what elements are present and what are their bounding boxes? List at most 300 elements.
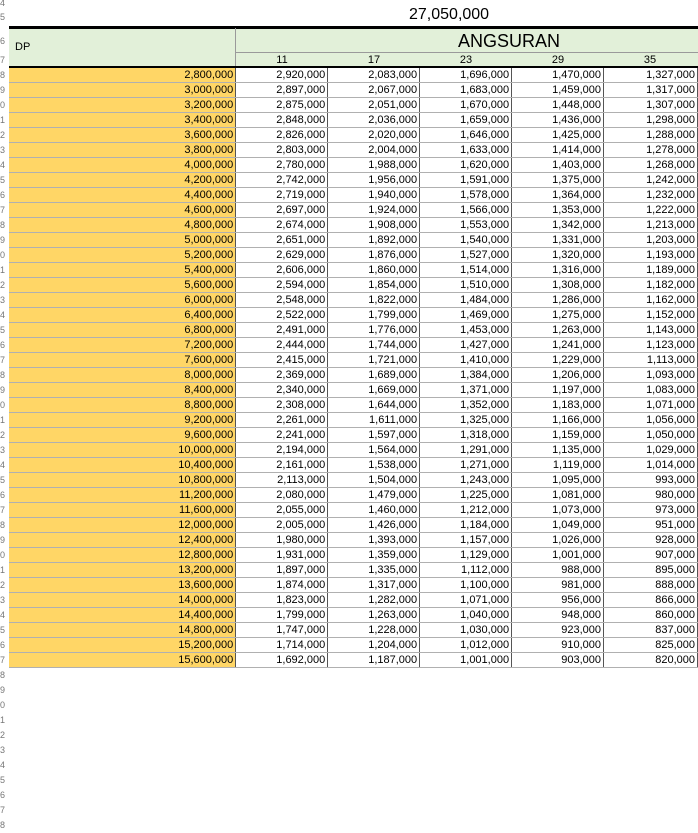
- installment-cell[interactable]: 1,100,000: [420, 578, 512, 593]
- installment-cell[interactable]: 1,225,000: [420, 488, 512, 503]
- installment-cell[interactable]: 1,876,000: [328, 248, 420, 263]
- installment-cell[interactable]: 2,875,000: [236, 98, 328, 113]
- installment-cell[interactable]: 2,674,000: [236, 218, 328, 233]
- installment-cell[interactable]: 1,591,000: [420, 173, 512, 188]
- dp-cell[interactable]: 8,800,000: [9, 398, 236, 413]
- table-row: [9, 548, 698, 563]
- table-row: [9, 383, 698, 398]
- dp-cell[interactable]: 3,000,000: [9, 83, 236, 98]
- installment-cell[interactable]: 1,799,000: [236, 608, 328, 623]
- installment-cell[interactable]: 1,182,000: [604, 278, 698, 293]
- installment-cell[interactable]: 1,633,000: [420, 143, 512, 158]
- installment-cell[interactable]: 1,670,000: [420, 98, 512, 113]
- installment-cell[interactable]: 2,444,000: [236, 338, 328, 353]
- installment-cell[interactable]: 1,189,000: [604, 263, 698, 278]
- installment-cell[interactable]: 1,510,000: [420, 278, 512, 293]
- installment-cell[interactable]: 1,317,000: [328, 578, 420, 593]
- table-row: [9, 113, 698, 128]
- installment-cell[interactable]: 993,000: [604, 473, 698, 488]
- installment-cell[interactable]: 2,005,000: [236, 518, 328, 533]
- dp-cell[interactable]: 15,600,000: [9, 653, 236, 668]
- installment-cell[interactable]: 1,184,000: [420, 518, 512, 533]
- installment-cell[interactable]: 1,578,000: [420, 188, 512, 203]
- installment-cell[interactable]: 2,697,000: [236, 203, 328, 218]
- installment-cell[interactable]: 1,504,000: [328, 473, 420, 488]
- table-row: [9, 203, 698, 218]
- table-row: [9, 368, 698, 383]
- installment-cell[interactable]: 2,897,000: [236, 83, 328, 98]
- installment-cell[interactable]: 2,369,000: [236, 368, 328, 383]
- installment-cell[interactable]: 1,193,000: [604, 248, 698, 263]
- installment-cell[interactable]: 1,206,000: [512, 368, 604, 383]
- row-number: 4: [0, 460, 6, 470]
- row-number: 1: [0, 715, 6, 725]
- row-number: 8: [0, 820, 6, 830]
- row-number: 8: [0, 70, 6, 80]
- dp-cell[interactable]: 6,000,000: [9, 293, 236, 308]
- installment-cell[interactable]: 1,278,000: [604, 143, 698, 158]
- installment-cell[interactable]: 888,000: [604, 578, 698, 593]
- installment-cell[interactable]: 825,000: [604, 638, 698, 653]
- table-row: [9, 143, 698, 158]
- row-number: 7: [0, 55, 6, 65]
- dp-cell[interactable]: 6,800,000: [9, 323, 236, 338]
- installment-cell[interactable]: 1,721,000: [328, 353, 420, 368]
- installment-cell[interactable]: 1,470,000: [512, 68, 604, 83]
- installment-cell[interactable]: 820,000: [604, 653, 698, 668]
- dp-cell[interactable]: 12,800,000: [9, 548, 236, 563]
- table-row: [9, 608, 698, 623]
- installment-cell[interactable]: 1,081,000: [512, 488, 604, 503]
- installment-cell[interactable]: 1,071,000: [604, 398, 698, 413]
- installment-cell[interactable]: 1,241,000: [512, 338, 604, 353]
- row-number: 0: [0, 100, 6, 110]
- dp-cell[interactable]: 8,000,000: [9, 368, 236, 383]
- table-row: [9, 68, 698, 83]
- installment-cell[interactable]: 1,931,000: [236, 548, 328, 563]
- installment-cell[interactable]: 1,143,000: [604, 323, 698, 338]
- table-row: [9, 458, 698, 473]
- installment-cell[interactable]: 2,606,000: [236, 263, 328, 278]
- dp-cell[interactable]: 9,200,000: [9, 413, 236, 428]
- installment-cell[interactable]: 1,229,000: [512, 353, 604, 368]
- dp-cell[interactable]: 2,800,000: [9, 68, 236, 83]
- installment-cell[interactable]: 1,317,000: [604, 83, 698, 98]
- installment-cell[interactable]: 1,242,000: [604, 173, 698, 188]
- installment-cell[interactable]: 1,646,000: [420, 128, 512, 143]
- installment-cell[interactable]: 1,112,000: [420, 563, 512, 578]
- installment-cell[interactable]: 1,291,000: [420, 443, 512, 458]
- installment-cell[interactable]: 2,020,000: [328, 128, 420, 143]
- dp-cell[interactable]: 4,000,000: [9, 158, 236, 173]
- installment-cell[interactable]: 860,000: [604, 608, 698, 623]
- installment-cell[interactable]: 1,597,000: [328, 428, 420, 443]
- dp-cell[interactable]: 4,600,000: [9, 203, 236, 218]
- row-number: 0: [0, 400, 6, 410]
- installment-cell[interactable]: 1,689,000: [328, 368, 420, 383]
- installment-cell[interactable]: 1,538,000: [328, 458, 420, 473]
- installment-cell[interactable]: 1,908,000: [328, 218, 420, 233]
- installment-cell[interactable]: 1,093,000: [604, 368, 698, 383]
- installment-cell[interactable]: 1,564,000: [328, 443, 420, 458]
- installment-cell[interactable]: 1,263,000: [512, 323, 604, 338]
- installment-cell[interactable]: 973,000: [604, 503, 698, 518]
- dp-cell[interactable]: 8,400,000: [9, 383, 236, 398]
- installment-cell[interactable]: 1,553,000: [420, 218, 512, 233]
- installment-cell[interactable]: 2,241,000: [236, 428, 328, 443]
- installment-cell[interactable]: 1,410,000: [420, 353, 512, 368]
- installment-cell[interactable]: 1,275,000: [512, 308, 604, 323]
- row-number: 6: [0, 340, 6, 350]
- table-row: [9, 173, 698, 188]
- installment-cell[interactable]: 910,000: [512, 638, 604, 653]
- row-number: 8: [0, 370, 6, 380]
- installment-cell[interactable]: 2,920,000: [236, 68, 328, 83]
- installment-cell[interactable]: 1,403,000: [512, 158, 604, 173]
- row-number: 2: [0, 580, 6, 590]
- installment-cell[interactable]: 1,659,000: [420, 113, 512, 128]
- installment-cell[interactable]: 1,197,000: [512, 383, 604, 398]
- installment-cell[interactable]: 1,268,000: [604, 158, 698, 173]
- installment-cell[interactable]: 1,692,000: [236, 653, 328, 668]
- installment-cell[interactable]: 980,000: [604, 488, 698, 503]
- installment-cell[interactable]: 1,123,000: [604, 338, 698, 353]
- table-row: [9, 578, 698, 593]
- installment-cell[interactable]: 1,222,000: [604, 203, 698, 218]
- installment-cell[interactable]: 1,860,000: [328, 263, 420, 278]
- installment-cell[interactable]: 2,522,000: [236, 308, 328, 323]
- installment-cell[interactable]: 2,308,000: [236, 398, 328, 413]
- installment-cell[interactable]: 1,527,000: [420, 248, 512, 263]
- dp-header: DP: [15, 41, 31, 53]
- installment-cell[interactable]: 1,342,000: [512, 218, 604, 233]
- installment-cell[interactable]: 2,051,000: [328, 98, 420, 113]
- installment-cell[interactable]: 1,243,000: [420, 473, 512, 488]
- header-mid-divider: [236, 52, 698, 53]
- dp-cell[interactable]: 9,600,000: [9, 428, 236, 443]
- installment-cell[interactable]: 1,263,000: [328, 608, 420, 623]
- installment-cell[interactable]: 1,204,000: [328, 638, 420, 653]
- installment-cell[interactable]: 1,375,000: [512, 173, 604, 188]
- installment-cell[interactable]: 1,228,000: [328, 623, 420, 638]
- installment-cell[interactable]: 1,232,000: [604, 188, 698, 203]
- installment-cell[interactable]: 1,213,000: [604, 218, 698, 233]
- term-header: 29: [551, 54, 565, 66]
- installment-cell[interactable]: 981,000: [512, 578, 604, 593]
- row-number: 9: [0, 385, 6, 395]
- row-number: 8: [0, 670, 6, 680]
- installment-cell[interactable]: 1,129,000: [420, 548, 512, 563]
- installment-cell[interactable]: 2,491,000: [236, 323, 328, 338]
- installment-cell[interactable]: 1,988,000: [328, 158, 420, 173]
- installment-cell[interactable]: 2,080,000: [236, 488, 328, 503]
- installment-cell[interactable]: 1,384,000: [420, 368, 512, 383]
- installment-cell[interactable]: 2,036,000: [328, 113, 420, 128]
- installment-cell[interactable]: 2,803,000: [236, 143, 328, 158]
- dp-cell[interactable]: 3,600,000: [9, 128, 236, 143]
- dp-cell[interactable]: 11,200,000: [9, 488, 236, 503]
- dp-cell[interactable]: 14,400,000: [9, 608, 236, 623]
- installment-cell[interactable]: 1,001,000: [420, 653, 512, 668]
- dp-cell[interactable]: 15,200,000: [9, 638, 236, 653]
- installment-cell[interactable]: 1,187,000: [328, 653, 420, 668]
- installment-cell[interactable]: 1,050,000: [604, 428, 698, 443]
- dp-cell[interactable]: 7,600,000: [9, 353, 236, 368]
- installment-cell[interactable]: 2,548,000: [236, 293, 328, 308]
- installment-cell[interactable]: 2,651,000: [236, 233, 328, 248]
- table-row: [9, 428, 698, 443]
- installment-cell[interactable]: 1,183,000: [512, 398, 604, 413]
- installment-cell[interactable]: 1,683,000: [420, 83, 512, 98]
- dp-cell[interactable]: 13,200,000: [9, 563, 236, 578]
- installment-cell[interactable]: 1,874,000: [236, 578, 328, 593]
- installment-cell[interactable]: 1,331,000: [512, 233, 604, 248]
- installment-cell[interactable]: 1,566,000: [420, 203, 512, 218]
- installment-cell[interactable]: 1,479,000: [328, 488, 420, 503]
- installment-cell[interactable]: 1,030,000: [420, 623, 512, 638]
- installment-cell[interactable]: 1,316,000: [512, 263, 604, 278]
- table-row: [9, 83, 698, 98]
- installment-cell[interactable]: 903,000: [512, 653, 604, 668]
- installment-cell[interactable]: 1,427,000: [420, 338, 512, 353]
- dp-cell[interactable]: 14,800,000: [9, 623, 236, 638]
- row-number: 7: [0, 655, 6, 665]
- table-row: [9, 188, 698, 203]
- installment-cell[interactable]: 2,780,000: [236, 158, 328, 173]
- installment-cell[interactable]: 1,425,000: [512, 128, 604, 143]
- installment-cell[interactable]: 1,159,000: [512, 428, 604, 443]
- row-number: 8: [0, 220, 6, 230]
- installment-cell[interactable]: 1,956,000: [328, 173, 420, 188]
- installment-cell[interactable]: 1,288,000: [604, 128, 698, 143]
- installment-cell[interactable]: 2,055,000: [236, 503, 328, 518]
- dp-cell[interactable]: 4,800,000: [9, 218, 236, 233]
- installment-cell[interactable]: 1,799,000: [328, 308, 420, 323]
- installment-cell[interactable]: 1,113,000: [604, 353, 698, 368]
- installment-cell[interactable]: 1,359,000: [328, 548, 420, 563]
- table-row: [9, 233, 698, 248]
- vehicle-price: 27,050,000: [409, 6, 490, 23]
- installment-cell[interactable]: 2,083,000: [328, 68, 420, 83]
- table-row: [9, 533, 698, 548]
- row-number: 3: [0, 295, 6, 305]
- installment-cell[interactable]: 948,000: [512, 608, 604, 623]
- installment-cell[interactable]: 1,318,000: [420, 428, 512, 443]
- dp-cell[interactable]: 10,800,000: [9, 473, 236, 488]
- table-row: [9, 653, 698, 668]
- installment-cell[interactable]: 1,469,000: [420, 308, 512, 323]
- installment-cell[interactable]: 1,611,000: [328, 413, 420, 428]
- installment-cell[interactable]: 2,194,000: [236, 443, 328, 458]
- installment-cell[interactable]: 1,353,000: [512, 203, 604, 218]
- installment-cell[interactable]: 1,071,000: [420, 593, 512, 608]
- installment-cell[interactable]: 1,364,000: [512, 188, 604, 203]
- installment-cell[interactable]: 1,924,000: [328, 203, 420, 218]
- row-number: 1: [0, 415, 6, 425]
- row-number: 9: [0, 685, 6, 695]
- installment-cell[interactable]: 1,823,000: [236, 593, 328, 608]
- installment-cell[interactable]: 895,000: [604, 563, 698, 578]
- installment-cell[interactable]: 1,414,000: [512, 143, 604, 158]
- row-number: 3: [0, 745, 6, 755]
- dp-cell[interactable]: 14,000,000: [9, 593, 236, 608]
- installment-cell[interactable]: 1,459,000: [512, 83, 604, 98]
- row-number: 5: [0, 325, 6, 335]
- installment-cell[interactable]: 1,162,000: [604, 293, 698, 308]
- dp-cell[interactable]: 11,600,000: [9, 503, 236, 518]
- row-number: 6: [0, 190, 6, 200]
- installment-cell[interactable]: 1,307,000: [604, 98, 698, 113]
- row-number: 7: [0, 505, 6, 515]
- row-number: 4: [0, 160, 6, 170]
- row-number: 8: [0, 520, 6, 530]
- installment-cell[interactable]: 1,040,000: [420, 608, 512, 623]
- table-row: [9, 443, 698, 458]
- row-number: 6: [0, 490, 6, 500]
- installment-cell[interactable]: 2,113,000: [236, 473, 328, 488]
- row-number: 4: [0, 610, 6, 620]
- installment-cell[interactable]: 1,325,000: [420, 413, 512, 428]
- table-row: [9, 353, 698, 368]
- dp-cell[interactable]: 4,200,000: [9, 173, 236, 188]
- installment-cell[interactable]: 1,271,000: [420, 458, 512, 473]
- installment-cell[interactable]: 1,026,000: [512, 533, 604, 548]
- row-number: 1: [0, 115, 6, 125]
- installment-cell[interactable]: 1,714,000: [236, 638, 328, 653]
- dp-cell[interactable]: 10,000,000: [9, 443, 236, 458]
- installment-cell[interactable]: 1,776,000: [328, 323, 420, 338]
- installment-cell[interactable]: 1,152,000: [604, 308, 698, 323]
- installment-cell[interactable]: 2,161,000: [236, 458, 328, 473]
- installment-cell[interactable]: 1,897,000: [236, 563, 328, 578]
- dp-cell[interactable]: 6,400,000: [9, 308, 236, 323]
- installment-cell[interactable]: 1,012,000: [420, 638, 512, 653]
- row-number: 7: [0, 805, 6, 815]
- installment-cell[interactable]: 1,744,000: [328, 338, 420, 353]
- installment-cell[interactable]: 2,004,000: [328, 143, 420, 158]
- dp-cell[interactable]: 3,400,000: [9, 113, 236, 128]
- installment-cell[interactable]: 1,696,000: [420, 68, 512, 83]
- dp-cell[interactable]: 5,600,000: [9, 278, 236, 293]
- installment-cell[interactable]: 2,826,000: [236, 128, 328, 143]
- installment-cell[interactable]: 866,000: [604, 593, 698, 608]
- installment-cell[interactable]: 956,000: [512, 593, 604, 608]
- installment-cell[interactable]: 988,000: [512, 563, 604, 578]
- dp-cell[interactable]: 3,200,000: [9, 98, 236, 113]
- installment-cell[interactable]: 1,119,000: [512, 458, 604, 473]
- installment-cell[interactable]: 2,719,000: [236, 188, 328, 203]
- installment-cell[interactable]: 1,001,000: [512, 548, 604, 563]
- installment-cell[interactable]: 1,049,000: [512, 518, 604, 533]
- dp-cell[interactable]: 13,600,000: [9, 578, 236, 593]
- installment-cell[interactable]: 1,212,000: [420, 503, 512, 518]
- installment-cell[interactable]: 1,892,000: [328, 233, 420, 248]
- dp-cell[interactable]: 3,800,000: [9, 143, 236, 158]
- row-number: 5: [0, 475, 6, 485]
- installment-cell[interactable]: 837,000: [604, 623, 698, 638]
- installment-cell[interactable]: 1,135,000: [512, 443, 604, 458]
- dp-cell[interactable]: 4,400,000: [9, 188, 236, 203]
- row-number: 9: [0, 85, 6, 95]
- installment-cell[interactable]: 1,980,000: [236, 533, 328, 548]
- dp-cell[interactable]: 5,200,000: [9, 248, 236, 263]
- installment-cell[interactable]: 2,261,000: [236, 413, 328, 428]
- installment-cell[interactable]: 2,340,000: [236, 383, 328, 398]
- table-row: [9, 338, 698, 353]
- installment-cell[interactable]: 1,327,000: [604, 68, 698, 83]
- installment-cell[interactable]: 2,067,000: [328, 83, 420, 98]
- installment-cell[interactable]: 1,940,000: [328, 188, 420, 203]
- dp-cell[interactable]: 12,000,000: [9, 518, 236, 533]
- installment-cell[interactable]: 1,352,000: [420, 398, 512, 413]
- installment-cell[interactable]: 1,029,000: [604, 443, 698, 458]
- installment-cell[interactable]: 1,448,000: [512, 98, 604, 113]
- installment-cell[interactable]: 1,426,000: [328, 518, 420, 533]
- installment-cell[interactable]: 2,629,000: [236, 248, 328, 263]
- installment-cell[interactable]: 923,000: [512, 623, 604, 638]
- installment-cell[interactable]: 1,514,000: [420, 263, 512, 278]
- installment-cell[interactable]: 907,000: [604, 548, 698, 563]
- installment-cell[interactable]: 1,083,000: [604, 383, 698, 398]
- installment-cell[interactable]: 951,000: [604, 518, 698, 533]
- installment-cell[interactable]: 1,854,000: [328, 278, 420, 293]
- dp-cell[interactable]: 12,400,000: [9, 533, 236, 548]
- installment-cell[interactable]: 1,166,000: [512, 413, 604, 428]
- installment-cell[interactable]: 1,282,000: [328, 593, 420, 608]
- installment-cell[interactable]: 1,747,000: [236, 623, 328, 638]
- dp-cell[interactable]: 5,400,000: [9, 263, 236, 278]
- installment-cell[interactable]: 1,073,000: [512, 503, 604, 518]
- installment-cell[interactable]: 2,415,000: [236, 353, 328, 368]
- installment-cell[interactable]: 1,095,000: [512, 473, 604, 488]
- table-row: [9, 638, 698, 653]
- installment-cell[interactable]: 928,000: [604, 533, 698, 548]
- installment-cell[interactable]: 1,335,000: [328, 563, 420, 578]
- installment-cell[interactable]: 2,594,000: [236, 278, 328, 293]
- dp-cell[interactable]: 5,000,000: [9, 233, 236, 248]
- installment-cell[interactable]: 1,014,000: [604, 458, 698, 473]
- installment-cell[interactable]: 1,203,000: [604, 233, 698, 248]
- installment-cell[interactable]: 2,742,000: [236, 173, 328, 188]
- installment-cell[interactable]: 1,157,000: [420, 533, 512, 548]
- installment-cell[interactable]: 1,286,000: [512, 293, 604, 308]
- row-number: 1: [0, 265, 6, 275]
- dp-cell[interactable]: 7,200,000: [9, 338, 236, 353]
- installment-cell[interactable]: 1,056,000: [604, 413, 698, 428]
- installment-cell[interactable]: 1,393,000: [328, 533, 420, 548]
- term-header: 17: [367, 54, 381, 66]
- table-row: [9, 263, 698, 278]
- installment-cell[interactable]: 1,320,000: [512, 248, 604, 263]
- installment-cell[interactable]: 1,460,000: [328, 503, 420, 518]
- installment-cell[interactable]: 2,848,000: [236, 113, 328, 128]
- installment-cell[interactable]: 1,620,000: [420, 158, 512, 173]
- installment-cell[interactable]: 1,308,000: [512, 278, 604, 293]
- installment-cell[interactable]: 1,371,000: [420, 383, 512, 398]
- installment-cell[interactable]: 1,644,000: [328, 398, 420, 413]
- row-number: 0: [0, 250, 6, 260]
- term-header: 35: [643, 54, 657, 66]
- installment-cell[interactable]: 1,436,000: [512, 113, 604, 128]
- installment-cell[interactable]: 1,822,000: [328, 293, 420, 308]
- installment-cell[interactable]: 1,484,000: [420, 293, 512, 308]
- installment-cell[interactable]: 1,453,000: [420, 323, 512, 338]
- dp-cell[interactable]: 10,400,000: [9, 458, 236, 473]
- installment-cell[interactable]: 1,298,000: [604, 113, 698, 128]
- installment-cell[interactable]: 1,540,000: [420, 233, 512, 248]
- installment-cell[interactable]: 1,669,000: [328, 383, 420, 398]
- row-number-gutter: [0, 0, 9, 830]
